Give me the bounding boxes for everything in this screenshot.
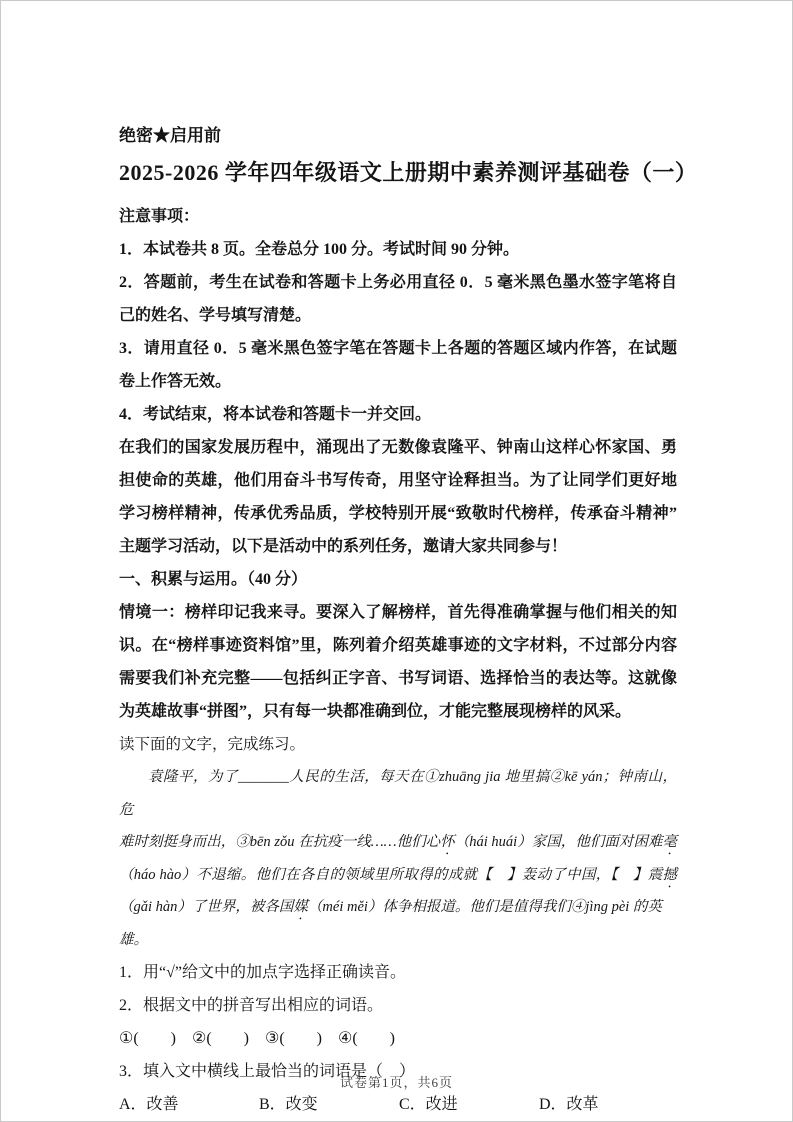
question-2-answer-blanks: ①( ) ②( ) ③( ) ④( )	[119, 1030, 396, 1047]
intro-paragraph: 在我们的国家发展历程中，涌现出了无数像袁隆平、钟南山这样心怀家国、勇 担使命的英雄，他们用奋斗书写传奇，用坚守诠释担当。为了让同学们更好地 学习榜样精神，传承优秀品质，学校特别开展“致敬时代榜样，传承奋斗精神” 主题学习活动，以下是活动中的系列任务，邀请大家共同参与！	[119, 439, 677, 555]
option-b: B．改变	[259, 1096, 318, 1113]
question-1: 1．用“√”给文中的加点字选择正确读音。	[119, 964, 406, 981]
reading-instruction: 读下面的文字，完成练习。	[119, 736, 306, 753]
scenario-1-paragraph: 情境一：榜样印记我来寻。要深入了解榜样，首先得准确掌握与他们相关的知 识。在“榜样事迹资料馆”里，陈列着介绍英雄事迹的文字材料，不过部分内容 需要我们补充完整——包括纠正字音、书写词语、选择恰当的表达等。这就像 为英雄故事“拼图”，只有每一块都准确到位，才能完整展现榜样的风采。	[119, 604, 677, 720]
notice-item-2: 2．答题前，考生在试卷和答题卡上务必用直径 0．5 毫米黑色墨水签字笔将自 己的姓名、学号填写清楚。	[119, 274, 677, 324]
notice-item-3: 3．请用直径 0．5 毫米黑色签字笔在答题卡上各题的答题区域内作答，在试题 卷上作答无效。	[119, 340, 677, 390]
secret-banner: 绝密★启用前	[119, 126, 221, 145]
question-2: 2．根据文中的拼音写出相应的词语。	[119, 997, 384, 1014]
option-d: D．改革	[539, 1096, 599, 1113]
notice-item-4: 4．考试结束，将本试卷和答题卡一并交回。	[119, 406, 432, 423]
page-content	[119, 125, 698, 1121]
notice-heading: 注意事项：	[119, 208, 200, 225]
option-a: A．改善	[119, 1096, 179, 1113]
exam-title: 2025-2026 学年四年级语文上册期中素养测评基础卷（一）	[119, 160, 698, 185]
notice-item-1: 1．本试卷共 8 页。全卷总分 100 分。考试时间 90 分钟。	[119, 241, 520, 258]
reading-passage: 袁隆平，为了_______人民的生活，每天在①zhuāng jia 地里搞②kē yán；钟南山，危 难时刻挺身而出，③bēn zǒu 在抗疫一线……他们心怀（hái huái）家国，他们面对困难毫 （háo hào）不退缩。他们在各自的领域里所取得的成就【 】轰动了中国，【 】震撼 （gǎi hàn）了世界，被各国媒（méi měi）体争相报道。他们是值得我们④jìng pèi 的英雄。	[119, 769, 677, 948]
page-footer: 试卷第1页，共6页	[339, 1075, 453, 1090]
question-3-options	[119, 1088, 677, 1121]
section-1-heading: 一、积累与运用。（40 分）	[119, 571, 308, 588]
question-3: 3．填入文中横线上最恰当的词语是（ ）	[119, 1063, 416, 1080]
option-c: C．改进	[399, 1096, 458, 1113]
